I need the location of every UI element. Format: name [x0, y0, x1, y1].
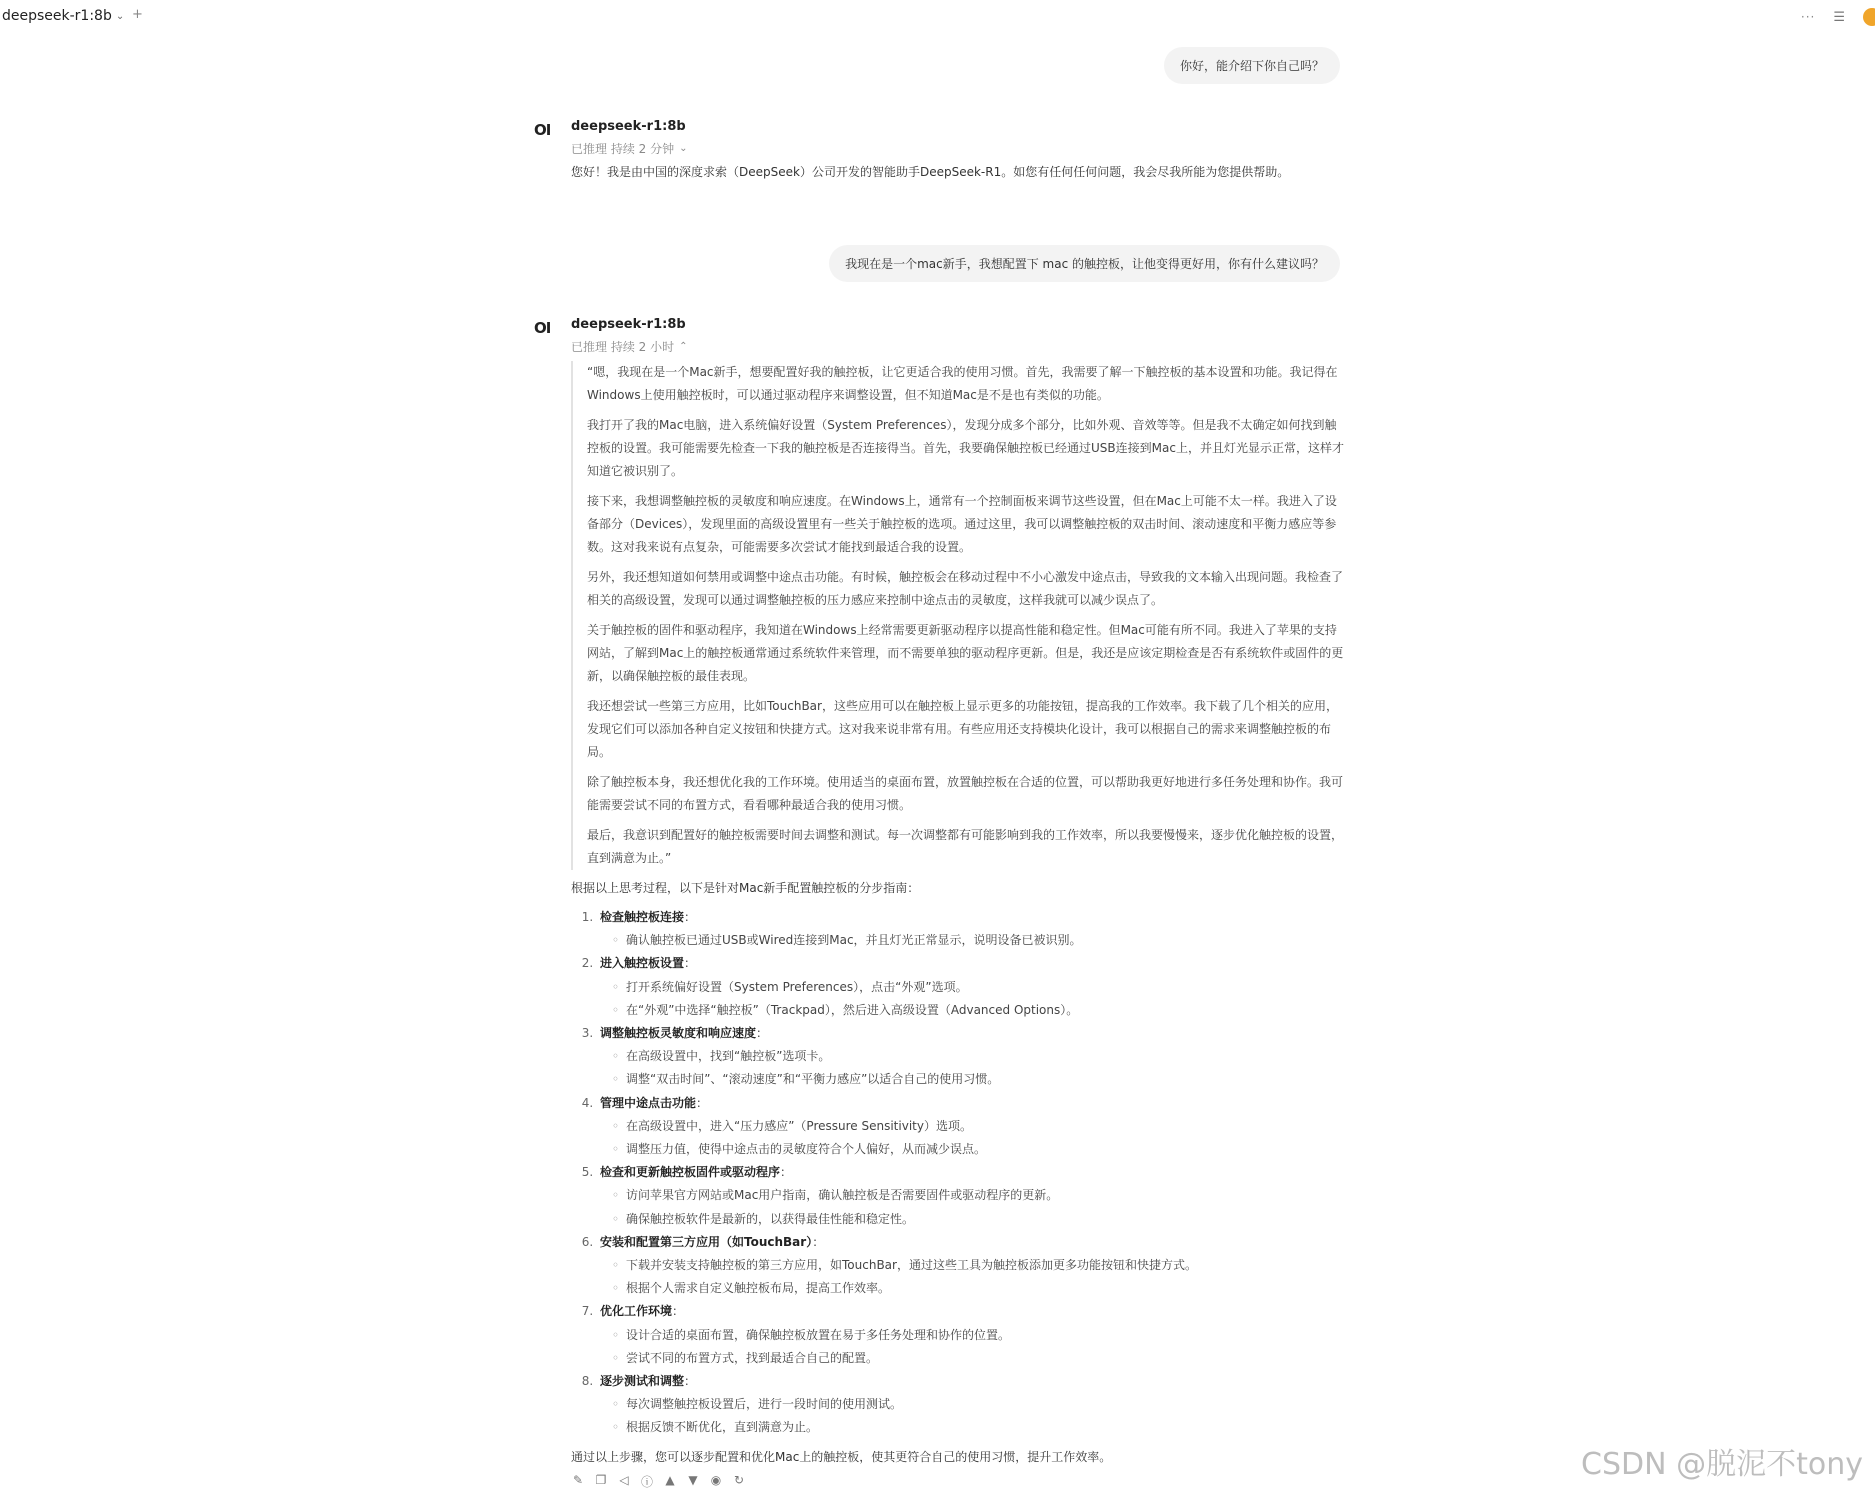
watermark: CSDN @脱泥不tony — [1581, 1447, 1863, 1482]
assistant-message — [534, 119, 1344, 184]
more-options-icon[interactable]: ··· — [1800, 10, 1816, 24]
sub-item: ◦ 调整“双击时间”、“滚动速度”和“平衡力感应”以适合自己的使用习惯。 — [626, 1068, 1344, 1091]
step-title: 优化工作环境 — [600, 1304, 673, 1319]
sub-item: ◦ 确认触控板已通过USB或Wired连接到Mac，并且灯光正常显示，说明设备已被识别。 — [626, 929, 1344, 952]
step-item: 2. 进入触控板设置： ◦ 打开系统偏好设置（System Preferences），点击“外观”选项。 ◦ 在“外观”中选择“触控板”（Trackpad），然后进入高级设置（Advanced Options）。 — [597, 952, 1344, 1022]
user-message — [829, 245, 1340, 282]
thinking-paragraph: 接下来，我想调整触控板的灵敏度和响应速度。在Windows上，通常有一个控制面板来调节这些设置，但在Mac上可能不太一样。我进入了设备部分（Devices），发现里面的高级设置里有一些关于触控板的选项。通过这里，我可以调整触控板的双击时间、滚动速度和平衡力感应等参数。这对我来说有点复杂，可能需要多次尝试才能找到最适合我的设置。 — [587, 494, 1337, 554]
assistant-name: deepseek-r1:8b — [571, 119, 686, 134]
sub-item: ◦ 在“外观”中选择“触控板”（Trackpad），然后进入高级设置（Advanced Options）。 — [626, 999, 1344, 1022]
sub-item: ◦ 每次调整触控板设置后，进行一段时间的使用测试。 — [626, 1393, 1344, 1416]
edit-icon[interactable]: ✎ — [572, 1472, 584, 1487]
thumbs-up-icon[interactable]: ▲ — [665, 1472, 675, 1487]
message-actions — [571, 1473, 1344, 1490]
sub-item: ◦ 根据反馈不断优化，直到满意为止。 — [626, 1416, 1344, 1439]
sub-item: ◦ 尝试不同的布置方式，找到最适合自己的配置。 — [626, 1347, 1344, 1370]
sub-item: ◦ 在高级设置中，找到“触控板”选项卡。 — [626, 1045, 1344, 1068]
sub-item: ◦ 下载并安装支持触控板的第三方应用，如TouchBar，通过这些工具为触控板添加更多功能按钮和快捷方式。 — [626, 1254, 1344, 1277]
sub-item: ◦ 根据个人需求自定义触控板布局，提高工作效率。 — [626, 1277, 1344, 1300]
step-item: 6. 安装和配置第三方应用（如TouchBar）： ◦ 下载并安装支持触控板的第三方应用，如TouchBar，通过这些工具为触控板添加更多功能按钮和快捷方式。 ◦ 根据个人需求自定义触控板布局，提高工作效率。 — [597, 1231, 1344, 1301]
user-avatar[interactable] — [1863, 8, 1875, 26]
user-message-text: 你好，能介绍下你自己吗？ — [1179, 59, 1324, 73]
model-selector[interactable] — [2, 8, 124, 24]
model-name: deepseek-r1:8b — [2, 8, 112, 24]
read-aloud-icon[interactable]: ◁ — [619, 1472, 629, 1487]
assistant-name: deepseek-r1:8b — [571, 317, 686, 332]
user-message — [1164, 47, 1340, 84]
reasoning-status: 已推理 持续 2 小时 — [571, 340, 675, 354]
reasoning-toggle[interactable] — [571, 140, 1344, 157]
chevron-down-icon: ⌄ — [679, 143, 688, 154]
controls-icon[interactable]: ☰ — [1833, 9, 1845, 25]
sub-item: ◦ 打开系统偏好设置（System Preferences），点击“外观”选项。 — [626, 976, 1344, 999]
step-title: 调整触控板灵敏度和响应速度 — [600, 1026, 757, 1041]
assistant-message — [534, 317, 1344, 1490]
thinking-paragraph: “嗯，我现在是一个Mac新手，想要配置好我的触控板，让它更适合我的使用习惯。首先，我需要了解一下触控板的基本设置和功能。我记得在Windows上使用触控板时，可以通过驱动程序来调整设置，但不知道Mac是不是也有类似的功能。 — [587, 365, 1338, 402]
step-list — [571, 906, 1344, 1440]
thinking-paragraph: 我还想尝试一些第三方应用，比如TouchBar，这些应用可以在触控板上显示更多的功能按钮，提高我的工作效率。我下载了几个相关的应用，发现它们可以添加各种自定义按钮和快捷方式。这对我来说非常有用。有些应用还支持模块化设计，我可以根据自己的需求来调整触控板的布局。 — [587, 699, 1338, 759]
chevron-up-icon: ⌃ — [679, 341, 688, 352]
thinking-paragraph: 我打开了我的Mac电脑，进入系统偏好设置（System Preferences），发现分成多个部分，比如外观、音效等等。但是我不太确定如何找到触控板的设置。我可能需要先检查一下我的触控板是否连接得当。首先，我要确保触控板已经通过USB连接到Mac上，并且灯光显示正常，这样才知道它被识别了。 — [587, 418, 1344, 478]
sub-item: ◦ 调整压力值，使得中途点击的灵敏度符合个人偏好，从而减少误点。 — [626, 1138, 1344, 1161]
regenerate-icon[interactable]: ↻ — [733, 1472, 745, 1487]
sub-item: ◦ 确保触控板软件是最新的，以获得最佳性能和稳定性。 — [626, 1208, 1344, 1231]
step-item: 8. 逐步测试和调整： ◦ 每次调整触控板设置后，进行一段时间的使用测试。 ◦ 根据反馈不断优化，直到满意为止。 — [597, 1370, 1344, 1440]
step-item: 3. 调整触控板灵敏度和响应速度： ◦ 在高级设置中，找到“触控板”选项卡。 ◦ 调整“双击时间”、“滚动速度”和“平衡力感应”以适合自己的使用习惯。 — [597, 1022, 1344, 1092]
reasoning-status: 已推理 持续 2 分钟 — [571, 142, 675, 156]
step-title: 管理中途点击功能 — [600, 1095, 697, 1110]
thinking-paragraph: 最后，我意识到配置好的触控板需要时间去调整和测试。每一次调整都有可能影响到我的工作效率，所以我要慢慢来，逐步优化触控板的设置，直到满意为止。” — [587, 828, 1344, 865]
reasoning-toggle[interactable] — [571, 338, 1344, 355]
assistant-logo: OI — [534, 319, 551, 337]
assistant-text: 您好！我是由中国的深度求索（DeepSeek）公司开发的智能助手DeepSeek-R1。如您有任何任何问题，我会尽我所能为您提供帮助。 — [571, 165, 1290, 179]
chevron-down-icon: ⌄ — [115, 10, 125, 22]
assistant-logo: OI — [534, 121, 551, 139]
step-item: 1. 检查触控板连接： ◦ 确认触控板已通过USB或Wired连接到Mac，并且灯光正常显示，说明设备已被识别。 — [597, 906, 1344, 952]
step-title: 进入触控板设置 — [600, 956, 685, 971]
step-item: 5. 检查和更新触控板固件或驱动程序： ◦ 访问苹果官方网站或Mac用户指南，确认触控板是否需要固件或驱动程序的更新。 ◦ 确保触控板软件是最新的，以获得最佳性能和稳定性。 — [597, 1161, 1344, 1231]
step-title: 安装和配置第三方应用（如TouchBar） — [600, 1234, 813, 1249]
answer-conclusion: 通过以上步骤，您可以逐步配置和优化Mac上的触控板，使其更符合自己的使用习惯，提升工作效率。 — [571, 1449, 1112, 1464]
step-title: 检查和更新触控板固件或驱动程序 — [600, 1165, 781, 1180]
thumbs-down-icon[interactable]: ▼ — [688, 1472, 698, 1487]
thinking-paragraph: 另外，我还想知道如何禁用或调整中途点击功能。有时候，触控板会在移动过程中不小心激发中途点击，导致我的文本输入出现问题。我检查了相关的高级设置，发现可以通过调整触控板的压力感应来控制中途点击的灵敏度，这样我就可以减少误点了。 — [587, 570, 1344, 607]
add-model-button[interactable]: + — [132, 7, 143, 22]
step-title: 逐步测试和调整 — [600, 1374, 685, 1389]
sub-item: ◦ 访问苹果官方网站或Mac用户指南，确认触控板是否需要固件或驱动程序的更新。 — [626, 1184, 1344, 1207]
answer-intro: 根据以上思考过程，以下是针对Mac新手配置触控板的分步指南： — [571, 881, 920, 895]
copy-icon[interactable]: ❐ — [595, 1472, 607, 1487]
top-bar — [0, 0, 1875, 34]
thinking-paragraph: 除了触控板本身，我还想优化我的工作环境。使用适当的桌面布置，放置触控板在合适的位置，可以帮助我更好地进行多任务处理和协作。我可能需要尝试不同的布置方式，看看哪种最适合我的使用习惯。 — [587, 775, 1344, 812]
thinking-paragraph: 关于触控板的固件和驱动程序，我知道在Windows上经常需要更新驱动程序以提高性能和稳定性。但Mac可能有所不同。我进入了苹果的支持网站，了解到Mac上的触控板通常通过系统软件来管理，而不需要单独的驱动程序更新。但是，我还是应该定期检查是否有系统软件或固件的更新，以确保触控板的最佳表现。 — [587, 623, 1344, 683]
info-icon[interactable]: ⓘ — [640, 1474, 653, 1489]
continue-icon[interactable]: ◉ — [710, 1472, 722, 1487]
top-right-controls — [1801, 8, 1875, 26]
thinking-block — [571, 361, 1344, 870]
step-title: 检查触控板连接 — [600, 910, 685, 924]
step-item: 7. 优化工作环境： ◦ 设计合适的桌面布置，确保触控板放置在易于多任务处理和协作的位置。 ◦ 尝试不同的布置方式，找到最适合自己的配置。 — [597, 1300, 1344, 1370]
sub-item: ◦ 设计合适的桌面布置，确保触控板放置在易于多任务处理和协作的位置。 — [626, 1324, 1344, 1347]
step-item: 4. 管理中途点击功能： ◦ 在高级设置中，进入“压力感应”（Pressure Sensitivity）选项。 ◦ 调整压力值，使得中途点击的灵敏度符合个人偏好，从而减少误点。 — [597, 1092, 1344, 1162]
user-message-text: 我现在是一个mac新手，我想配置下 mac 的触控板，让他变得更好用，你有什么建议吗？ — [845, 257, 1324, 271]
sub-item: ◦ 在高级设置中，进入“压力感应”（Pressure Sensitivity）选项。 — [626, 1115, 1344, 1138]
